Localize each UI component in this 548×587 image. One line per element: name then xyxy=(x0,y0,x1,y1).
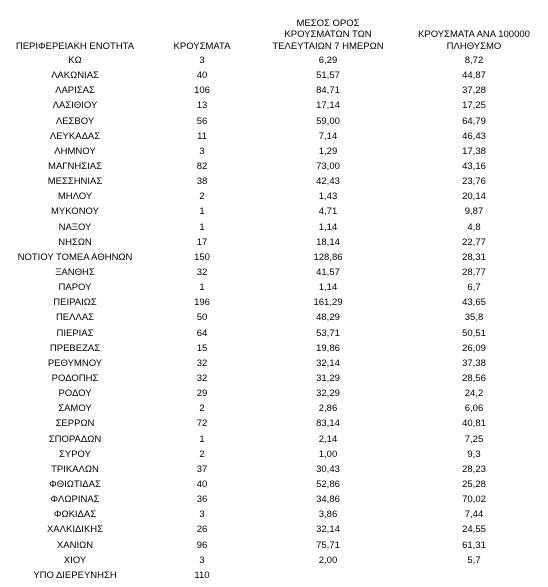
table-row xyxy=(0,371,548,386)
seven-day-average-cell: 83,14 xyxy=(316,418,340,430)
cases-per-100000-cell: 28,23 xyxy=(462,463,486,475)
table-row xyxy=(0,265,548,280)
cases-per-100000-cell: 46,43 xyxy=(462,130,486,142)
table-row xyxy=(0,129,548,144)
table-row xyxy=(0,220,548,235)
region-cell: ΧΑΝΙΩΝ xyxy=(56,539,94,551)
cases-per-100000-cell: 4,8 xyxy=(467,221,481,233)
cases-cell: 3 xyxy=(199,55,205,66)
table-row xyxy=(0,295,548,310)
seven-day-average-cell: 2,14 xyxy=(318,433,338,445)
cases-per-100000-cell: 43,16 xyxy=(462,160,486,172)
region-cell: ΧΑΛΚΙΔΙΚΗΣ xyxy=(46,524,104,536)
column-header-cases: ΚΡΟΥΣΜΑΤΑ xyxy=(173,40,231,52)
cases-cell: 2 xyxy=(199,403,205,415)
cases-cell: 1 xyxy=(199,282,205,294)
region-cell: ΝΗΣΩΝ xyxy=(58,236,92,248)
cases-per-100000-cell: 9,3 xyxy=(467,448,481,460)
seven-day-average-cell: 51,57 xyxy=(316,70,340,82)
cases-per-100000-cell: 35,8 xyxy=(464,312,484,324)
table-row xyxy=(0,114,548,129)
region-cell: ΡΕΘΥΜΝΟΥ xyxy=(47,357,103,369)
table-row xyxy=(0,326,548,341)
region-cell: ΣΑΜΟΥ xyxy=(58,403,92,415)
region-cell: ΜΥΚΟΝΟΥ xyxy=(51,206,99,218)
table-header xyxy=(0,0,548,52)
cases-cell: 106 xyxy=(194,85,210,97)
region-cell: ΜΕΣΣΗΝΙΑΣ xyxy=(47,176,103,188)
seven-day-average-cell: 32,14 xyxy=(316,357,340,369)
cases-cell: 3 xyxy=(199,509,205,521)
cases-per-100000-cell: 28,77 xyxy=(462,266,486,278)
cases-cell: 2 xyxy=(199,448,205,460)
cases-cell: 32 xyxy=(196,357,208,369)
region-cell: ΛΑΚΩΝΙΑΣ xyxy=(51,70,99,82)
cases-per-100000-cell: 5,7 xyxy=(467,554,481,566)
region-cell: ΡΟΔΟΠΗΣ xyxy=(51,372,99,384)
seven-day-average-cell: 53,71 xyxy=(316,327,340,339)
table-row xyxy=(0,356,548,371)
seven-day-average-cell: 73,00 xyxy=(316,160,340,172)
cases-per-100000-cell: 6,7 xyxy=(467,282,481,294)
seven-day-average-cell: 7,14 xyxy=(318,130,338,142)
cases-cell: 26 xyxy=(196,524,208,536)
table-row xyxy=(0,477,548,492)
cases-per-100000-cell: 43,65 xyxy=(462,297,486,309)
table-row xyxy=(0,507,548,522)
cases-cell: 29 xyxy=(196,388,208,400)
table-row xyxy=(0,204,548,219)
cases-per-100000-cell: 7,44 xyxy=(464,509,484,521)
cases-cell: 38 xyxy=(196,176,208,188)
cases-cell: 72 xyxy=(196,418,208,430)
seven-day-average-cell: 42,43 xyxy=(316,176,340,188)
region-cell: ΠΕΙΡΑΙΩΣ xyxy=(53,297,97,309)
cases-per-100000-cell: 44,87 xyxy=(462,70,486,82)
cases-per-100000-cell: 23,76 xyxy=(462,176,486,188)
cases-per-100000-cell: 24,2 xyxy=(464,388,484,400)
cases-cell: 13 xyxy=(196,100,208,112)
region-cell: ΦΛΩΡΙΝΑΣ xyxy=(50,494,100,506)
cases-per-100000-cell: 17,38 xyxy=(462,145,486,157)
cases-per-100000-cell: 26,09 xyxy=(462,342,486,354)
cases-cell: 2 xyxy=(199,191,205,203)
cases-per-100000-cell: 61,31 xyxy=(462,539,486,551)
table-row xyxy=(0,538,548,553)
seven-day-average-cell: 3,86 xyxy=(318,509,338,521)
table-row xyxy=(0,189,548,204)
region-cell: ΛΕΣΒΟΥ xyxy=(55,115,95,127)
cases-per-100000-cell: 8,72 xyxy=(464,55,484,66)
region-cell: ΠΕΛΛΑΣ xyxy=(55,312,95,324)
table-row xyxy=(0,416,548,431)
table-row xyxy=(0,68,548,83)
seven-day-average-cell: 161,29 xyxy=(313,297,343,309)
table-row xyxy=(0,250,548,265)
seven-day-average-cell: 32,29 xyxy=(316,388,340,400)
seven-day-average-cell: 1,29 xyxy=(318,145,338,157)
cases-cell: 96 xyxy=(196,539,208,551)
cases-cell: 150 xyxy=(194,251,210,263)
cases-cell: 56 xyxy=(196,115,208,127)
seven-day-average-cell: 2,86 xyxy=(318,403,338,415)
seven-day-average-cell: 6,29 xyxy=(318,55,338,66)
region-cell: ΛΗΜΝΟΥ xyxy=(54,145,96,157)
seven-day-average-cell: 1,14 xyxy=(318,221,338,233)
cases-cell: 3 xyxy=(199,145,205,157)
region-cell: ΠΡΕΒΕΖΑΣ xyxy=(49,342,101,354)
seven-day-average-cell: 2,00 xyxy=(318,554,338,566)
cases-cell: 40 xyxy=(196,478,208,490)
seven-day-average-cell: 1,14 xyxy=(318,282,338,294)
cases-per-100000-cell: 9,87 xyxy=(464,206,484,218)
table-row xyxy=(0,310,548,325)
seven-day-average-cell: 1,43 xyxy=(318,191,338,203)
cases-per-100000-cell: 7,25 xyxy=(464,433,484,445)
table-row xyxy=(0,159,548,174)
seven-day-average-cell: 84,71 xyxy=(316,85,340,97)
seven-day-average-cell: 1,00 xyxy=(318,448,338,460)
region-cell: ΚΩ xyxy=(68,55,82,66)
region-cell: ΝΟΤΙΟΥ ΤΟΜΕΑ ΑΘΗΝΩΝ xyxy=(17,251,133,263)
region-cell: ΛΑΣΙΘΙΟΥ xyxy=(52,100,98,112)
region-cell: ΜΑΓΝΗΣΙΑΣ xyxy=(48,160,102,172)
region-cell: ΦΘΙΩΤΙΔΑΣ xyxy=(49,478,101,490)
cases-cell: 110 xyxy=(194,569,210,581)
region-cell: ΦΩΚΙΔΑΣ xyxy=(53,509,97,521)
table-row xyxy=(0,83,548,98)
seven-day-average-cell: 128,86 xyxy=(313,251,343,263)
region-cell: ΞΑΝΘΗΣ xyxy=(55,266,95,278)
table-row xyxy=(0,432,548,447)
table-row xyxy=(0,235,548,250)
table-row xyxy=(0,568,548,583)
cases-per-100000-cell: 25,28 xyxy=(462,478,486,490)
cases-per-100000-cell: 40,81 xyxy=(462,418,486,430)
cases-per-100000-cell: 37,38 xyxy=(462,357,486,369)
cases-per-100000-cell: 20,14 xyxy=(462,191,486,203)
table-body xyxy=(0,53,548,583)
cases-per-100000-cell: 24,55 xyxy=(462,524,486,536)
seven-day-average-cell: 48,29 xyxy=(316,312,340,324)
seven-day-average-cell: 41,57 xyxy=(316,266,340,278)
table-row xyxy=(0,553,548,568)
region-cell: ΣΥΡΟΥ xyxy=(59,448,91,460)
region-cell: ΡΟΔΟΥ xyxy=(58,388,92,400)
cases-cell: 1 xyxy=(199,206,205,218)
cases-per-100000-cell: 70,02 xyxy=(462,494,486,506)
cases-per-100000-cell: 28,56 xyxy=(462,372,486,384)
seven-day-average-cell: 34,86 xyxy=(316,494,340,506)
region-cell: ΤΡΙΚΑΛΩΝ xyxy=(51,463,99,475)
table-row xyxy=(0,522,548,537)
table-row xyxy=(0,174,548,189)
region-cell: ΛΕΥΚΑΔΑΣ xyxy=(49,130,101,142)
cases-cell: 15 xyxy=(196,342,208,354)
seven-day-average-cell: 18,14 xyxy=(316,236,340,248)
region-cell: ΣΠΟΡΑΔΩΝ xyxy=(48,433,102,445)
cases-per-100000-cell: 37,28 xyxy=(462,85,486,97)
seven-day-average-cell: 4,71 xyxy=(318,206,338,218)
region-cell: ΛΑΡΙΣΑΣ xyxy=(55,85,95,97)
cases-per-100000-cell: 50,51 xyxy=(462,327,486,339)
cases-cell: 196 xyxy=(194,297,210,309)
table-row xyxy=(0,144,548,159)
cases-per-100000-cell: 64,79 xyxy=(462,115,486,127)
cases-cell: 1 xyxy=(199,221,205,233)
cases-cell: 32 xyxy=(196,266,208,278)
cases-cell: 11 xyxy=(197,130,207,142)
cases-cell: 40 xyxy=(196,70,208,82)
column-header-cases-per-100000: ΚΡΟΥΣΜΑΤΑ ΑΝΑ 100000 ΠΛΗΘΥΣΜΟ xyxy=(418,29,530,52)
seven-day-average-cell: 17,14 xyxy=(316,100,340,112)
region-cell: ΧΙΟΥ xyxy=(63,554,87,566)
cases-cell: 17 xyxy=(196,236,208,248)
table-row xyxy=(0,462,548,477)
cases-per-100000-cell: 28,31 xyxy=(462,251,486,263)
table-row xyxy=(0,447,548,462)
seven-day-average-cell: 52,86 xyxy=(316,478,340,490)
seven-day-average-cell: 59,00 xyxy=(316,115,340,127)
seven-day-average-cell: 30,43 xyxy=(316,463,340,475)
cases-cell: 32 xyxy=(196,372,208,384)
region-cell: ΣΕΡΡΩΝ xyxy=(55,418,95,430)
cases-cell: 1 xyxy=(199,433,205,445)
table-row xyxy=(0,401,548,416)
region-cell: ΝΑΞΟΥ xyxy=(58,221,92,233)
table-row xyxy=(0,53,548,68)
region-cell: ΜΗΛΟΥ xyxy=(57,191,93,203)
cases-cell: 50 xyxy=(196,312,208,324)
cases-per-100000-cell: 17,25 xyxy=(462,100,486,112)
cases-cell: 82 xyxy=(196,160,208,172)
column-header-region: ΠΕΡΙΦΕΡΕΙΑΚΗ ΕΝΟΤΗΤΑ xyxy=(15,40,135,52)
region-cell: ΠΑΡΟΥ xyxy=(58,282,92,294)
table-row xyxy=(0,98,548,113)
table-row xyxy=(0,492,548,507)
column-header-seven-day-average: ΜΕΣΟΣ ΟΡΟΣ ΚΡΟΥΣΜΑΤΩΝ ΤΩΝ ΤΕΛΕΥΤΑΙΩΝ 7 ΗΜΕΡΩΝ xyxy=(272,17,384,52)
cases-cell: 3 xyxy=(199,554,205,566)
cases-cell: 64 xyxy=(196,327,208,339)
cases-per-100000-cell: 6,06 xyxy=(464,403,484,415)
table-row xyxy=(0,386,548,401)
seven-day-average-cell: 75,71 xyxy=(316,539,340,551)
cases-cell: 37 xyxy=(196,463,208,475)
region-cell: ΥΠΟ ΔΙΕΡΕΥΝΗΣΗ xyxy=(33,569,117,581)
seven-day-average-cell: 32,14 xyxy=(316,524,340,536)
table-row xyxy=(0,280,548,295)
cases-cell: 36 xyxy=(196,494,208,506)
region-cell: ΠΙΕΡΙΑΣ xyxy=(56,327,94,339)
seven-day-average-cell: 19,86 xyxy=(316,342,340,354)
cases-per-100000-cell: 22,77 xyxy=(462,236,486,248)
seven-day-average-cell: 31,29 xyxy=(316,372,340,384)
table-row xyxy=(0,341,548,356)
